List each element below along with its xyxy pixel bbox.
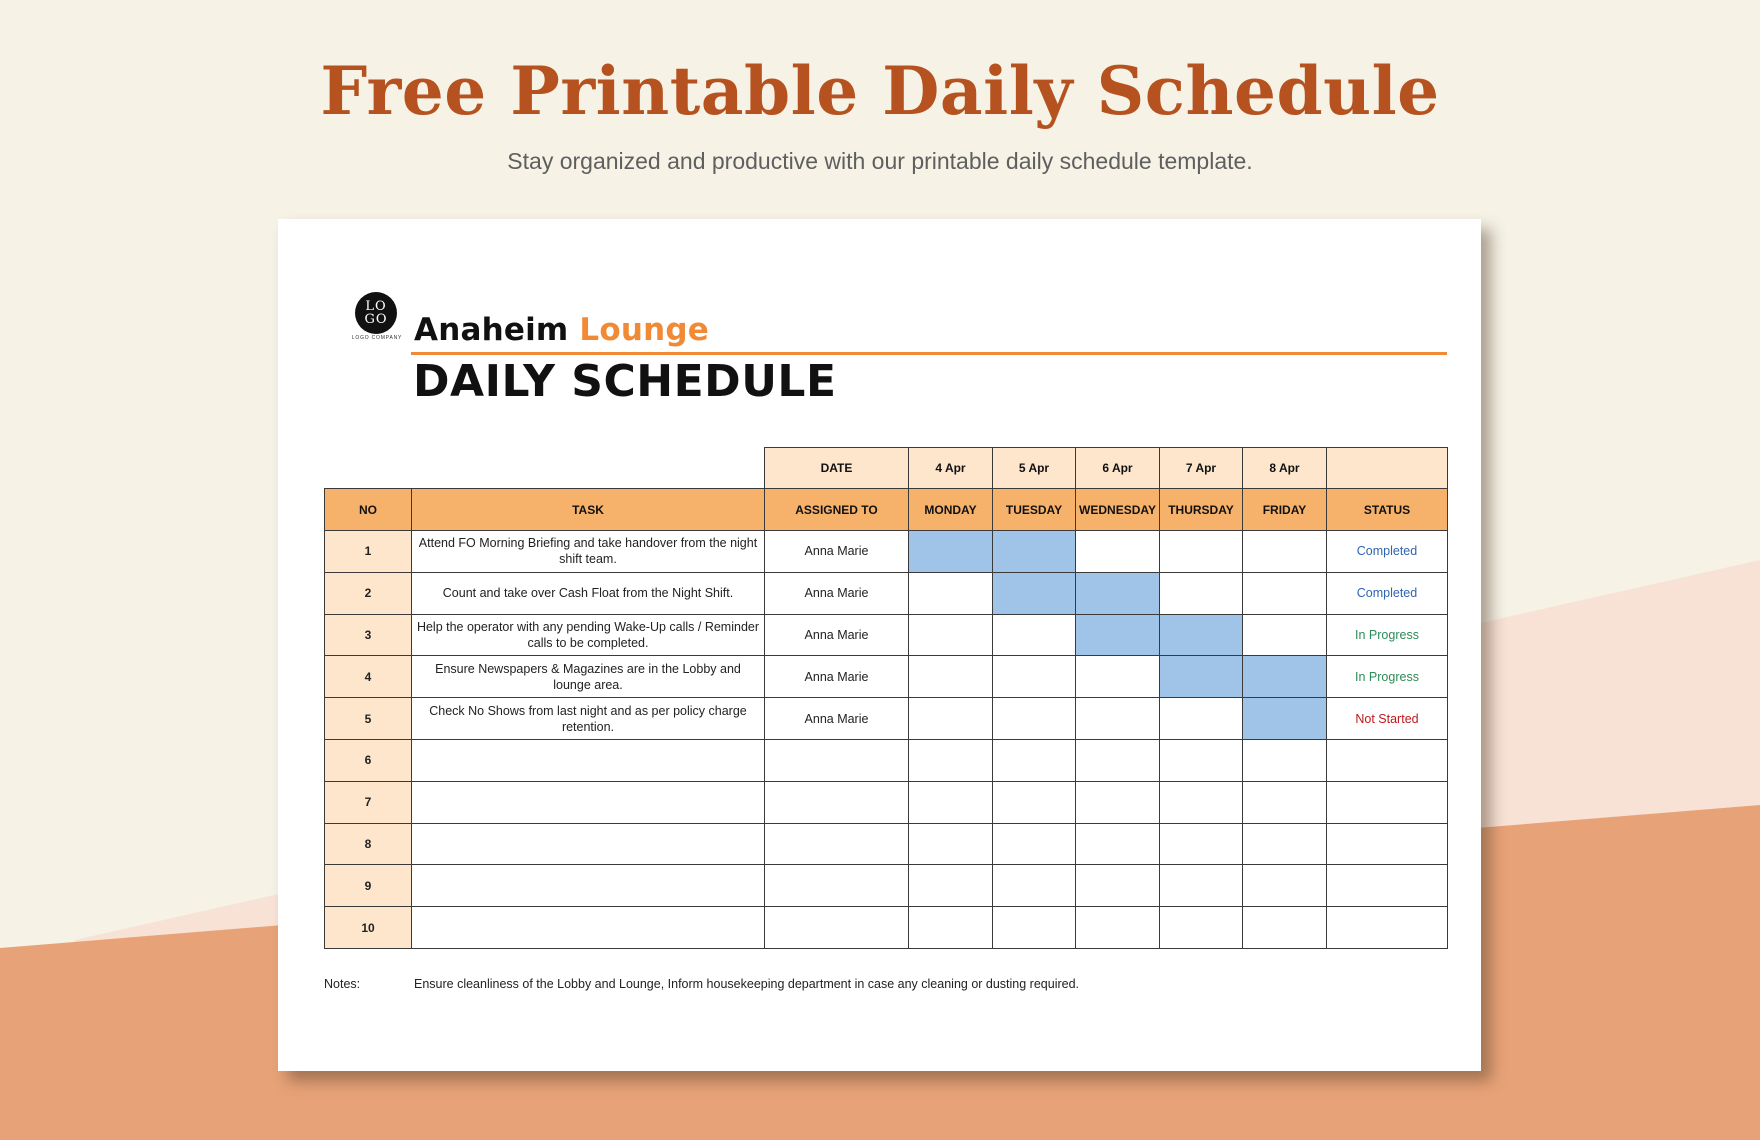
day-cell[interactable]: [909, 865, 993, 907]
assigned-cell[interactable]: Anna Marie: [765, 614, 909, 656]
assigned-cell[interactable]: [765, 739, 909, 781]
day-cell[interactable]: [909, 698, 993, 740]
scheduled-day-cell[interactable]: [993, 531, 1076, 573]
day-cell[interactable]: [1243, 781, 1327, 823]
day-cell[interactable]: [1160, 698, 1243, 740]
day-cell[interactable]: [1076, 781, 1160, 823]
scheduled-day-cell[interactable]: [1243, 698, 1327, 740]
day-cell[interactable]: [993, 614, 1076, 656]
task-cell[interactable]: [412, 865, 765, 907]
date-header-row: [325, 448, 1448, 489]
day-cell[interactable]: [1243, 739, 1327, 781]
day-cell[interactable]: [909, 781, 993, 823]
header-friday: FRIDAY: [1243, 489, 1327, 531]
document-title: DAILY SCHEDULE: [413, 356, 837, 407]
task-cell[interactable]: [412, 781, 765, 823]
day-cell[interactable]: [1076, 698, 1160, 740]
status-cell[interactable]: [1327, 907, 1448, 949]
row-number[interactable]: 10: [325, 907, 412, 949]
day-cell[interactable]: [1243, 823, 1327, 865]
header-task: TASK: [412, 489, 765, 531]
table-row: [325, 698, 1448, 740]
scheduled-day-cell[interactable]: [1160, 614, 1243, 656]
day-cell[interactable]: [1160, 531, 1243, 573]
day-cell[interactable]: [993, 698, 1076, 740]
header-thursday: THURSDAY: [1160, 489, 1243, 531]
day-cell[interactable]: [1160, 865, 1243, 907]
day-cell[interactable]: [1243, 531, 1327, 573]
row-number[interactable]: 6: [325, 739, 412, 781]
header-monday: MONDAY: [909, 489, 993, 531]
day-cell[interactable]: [993, 739, 1076, 781]
header-tuesday: TUESDAY: [993, 489, 1076, 531]
notes-label: Notes:: [324, 977, 361, 991]
day-cell[interactable]: [1160, 907, 1243, 949]
status-cell[interactable]: [1327, 781, 1448, 823]
brand-name-accent: Lounge: [579, 312, 710, 348]
blank-header: [325, 448, 412, 489]
table-row: [325, 907, 1448, 949]
day-cell[interactable]: [909, 907, 993, 949]
status-cell[interactable]: [1327, 823, 1448, 865]
status-cell[interactable]: In Progress: [1327, 656, 1448, 698]
day-cell[interactable]: [1243, 614, 1327, 656]
brand-name-primary: Anaheim: [414, 312, 569, 348]
logo-icon: [355, 292, 397, 334]
day-cell[interactable]: [1076, 865, 1160, 907]
day-cell[interactable]: [993, 823, 1076, 865]
row-number[interactable]: 4: [325, 656, 412, 698]
day-cell[interactable]: [1076, 823, 1160, 865]
day-cell[interactable]: [993, 865, 1076, 907]
day-cell[interactable]: [1076, 739, 1160, 781]
status-cell[interactable]: Completed: [1327, 531, 1448, 573]
date-label: DATE: [765, 448, 909, 489]
scheduled-day-cell[interactable]: [909, 531, 993, 573]
day-cell[interactable]: [909, 739, 993, 781]
scheduled-day-cell[interactable]: [1076, 572, 1160, 614]
status-cell[interactable]: [1327, 865, 1448, 907]
scheduled-day-cell[interactable]: [1243, 656, 1327, 698]
status-cell[interactable]: Not Started: [1327, 698, 1448, 740]
row-number[interactable]: 2: [325, 572, 412, 614]
assigned-cell[interactable]: Anna Marie: [765, 531, 909, 573]
blank-header: [1327, 448, 1448, 489]
day-cell[interactable]: [1160, 739, 1243, 781]
notes-text: Ensure cleanliness of the Lobby and Lounge, Inform housekeeping department in case any cleaning or dusting required.: [414, 977, 1080, 991]
row-number[interactable]: 7: [325, 781, 412, 823]
table-row: [325, 572, 1448, 614]
day-cell[interactable]: [1160, 781, 1243, 823]
assigned-cell[interactable]: [765, 781, 909, 823]
date-cell: 8 Apr: [1243, 448, 1327, 489]
day-cell[interactable]: [1076, 907, 1160, 949]
day-cell[interactable]: [909, 614, 993, 656]
day-cell[interactable]: [1243, 907, 1327, 949]
column-header-row: [325, 489, 1448, 531]
row-number[interactable]: 5: [325, 698, 412, 740]
day-cell[interactable]: [993, 781, 1076, 823]
header-wednesday: WEDNESDAY: [1076, 489, 1160, 531]
day-cell[interactable]: [1160, 823, 1243, 865]
day-cell[interactable]: [993, 907, 1076, 949]
task-cell[interactable]: Attend FO Morning Briefing and take handover from the night shift team.: [412, 531, 765, 573]
task-cell[interactable]: Help the operator with any pending Wake-Up calls / Reminder calls to be completed.: [412, 614, 765, 656]
logo-line-1: LO: [365, 299, 387, 314]
day-cell[interactable]: [993, 656, 1076, 698]
scheduled-day-cell[interactable]: [1076, 614, 1160, 656]
task-cell[interactable]: [412, 739, 765, 781]
row-number[interactable]: 1: [325, 531, 412, 573]
day-cell[interactable]: [909, 572, 993, 614]
table-row: [325, 781, 1448, 823]
day-cell[interactable]: [909, 823, 993, 865]
table-row: [325, 656, 1448, 698]
day-cell[interactable]: [1076, 656, 1160, 698]
logo-line-2: GO: [364, 312, 388, 327]
assigned-cell[interactable]: [765, 907, 909, 949]
scheduled-day-cell[interactable]: [1160, 656, 1243, 698]
assigned-cell[interactable]: Anna Marie: [765, 572, 909, 614]
day-cell[interactable]: [1076, 531, 1160, 573]
page-subtitle: Stay organized and productive with our printable daily schedule template.: [507, 148, 1253, 174]
task-cell[interactable]: [412, 823, 765, 865]
day-cell[interactable]: [1160, 572, 1243, 614]
page-title: Free Printable Daily Schedule: [320, 52, 1440, 130]
schedule-table: [324, 447, 1448, 949]
table-row: [325, 823, 1448, 865]
row-number[interactable]: 9: [325, 865, 412, 907]
header-status: STATUS: [1327, 489, 1448, 531]
table-row: [325, 739, 1448, 781]
scheduled-day-cell[interactable]: [993, 572, 1076, 614]
date-cell: 6 Apr: [1076, 448, 1160, 489]
date-cell: 4 Apr: [909, 448, 993, 489]
logo-caption: LOGO COMPANY: [351, 335, 403, 341]
date-cell: 5 Apr: [993, 448, 1076, 489]
table-row: [325, 531, 1448, 573]
day-cell[interactable]: [1243, 865, 1327, 907]
row-number[interactable]: 3: [325, 614, 412, 656]
day-cell[interactable]: [909, 656, 993, 698]
assigned-cell[interactable]: Anna Marie: [765, 656, 909, 698]
task-cell[interactable]: Ensure Newspapers & Magazines are in the Lobby and lounge area.: [412, 656, 765, 698]
assigned-cell[interactable]: [765, 865, 909, 907]
row-number[interactable]: 8: [325, 823, 412, 865]
assigned-cell[interactable]: Anna Marie: [765, 698, 909, 740]
status-cell[interactable]: Completed: [1327, 572, 1448, 614]
header-no: NO: [325, 489, 412, 531]
day-cell[interactable]: [1243, 572, 1327, 614]
date-cell: 7 Apr: [1160, 448, 1243, 489]
status-cell[interactable]: In Progress: [1327, 614, 1448, 656]
brand-name: [414, 312, 709, 348]
brand-divider: [411, 352, 1447, 355]
assigned-cell[interactable]: [765, 823, 909, 865]
task-cell[interactable]: Check No Shows from last night and as per policy charge retention.: [412, 698, 765, 740]
status-cell[interactable]: [1327, 739, 1448, 781]
task-cell[interactable]: Count and take over Cash Float from the Night Shift.: [412, 572, 765, 614]
table-row: [325, 614, 1448, 656]
table-row: [325, 865, 1448, 907]
blank-header: [412, 448, 765, 489]
task-cell[interactable]: [412, 907, 765, 949]
header-assigned: ASSIGNED TO: [765, 489, 909, 531]
